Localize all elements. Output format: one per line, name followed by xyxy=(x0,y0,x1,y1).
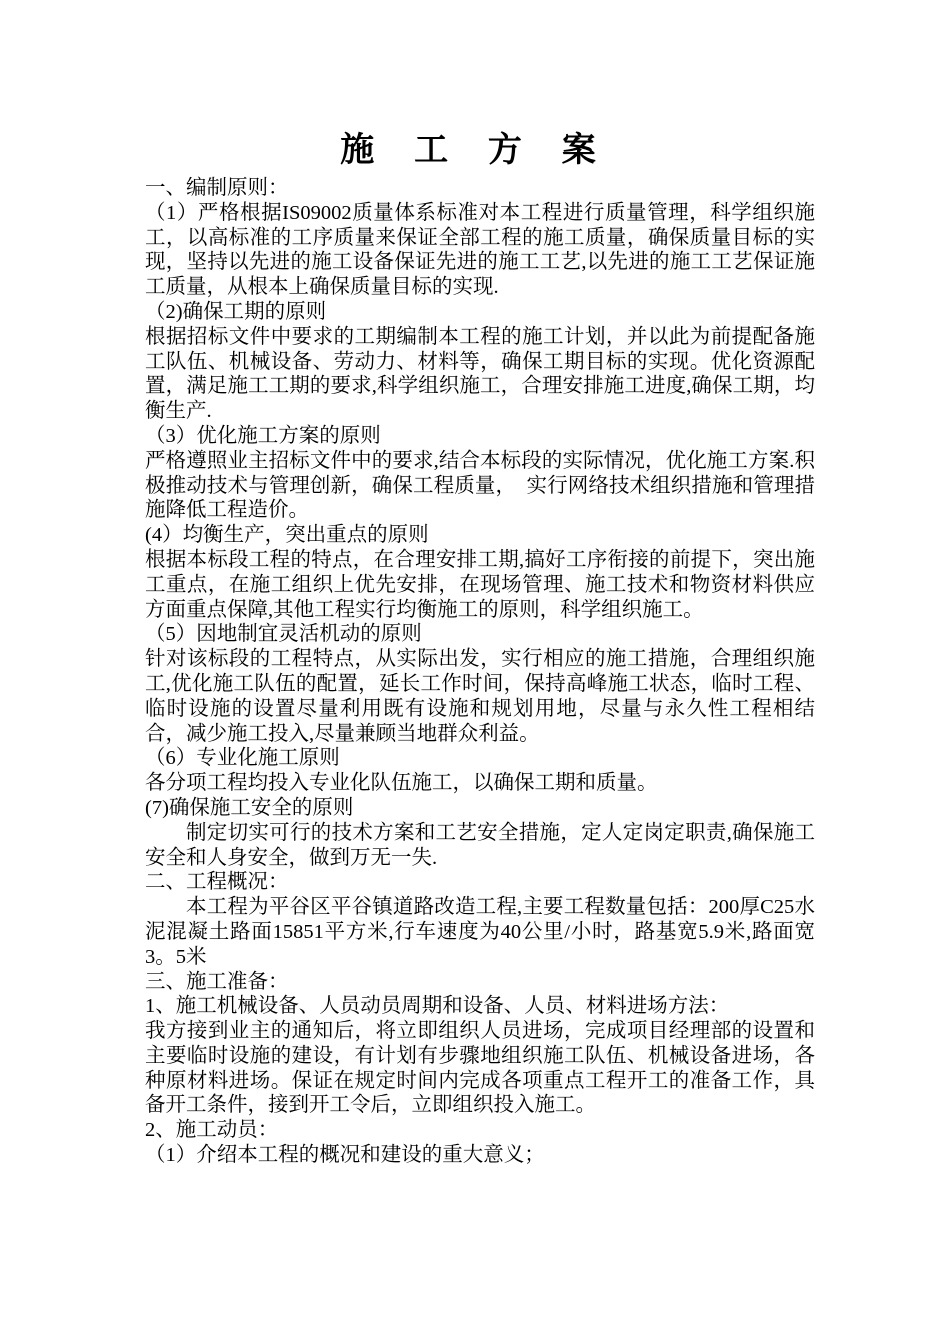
paragraph-preparation-1: 我方接到业主的通知后，将立即组织人员进场，完成项目经理部的设置和主要临时设施的建设，有计划有步骤地组织施工队伍、机械设备进场，各种原材料进场。保证在规定时间内完成各项重点工程开工的准备工作，具备开工条件，接到开工令后，立即组织投入施工。 xyxy=(145,1020,815,1117)
paragraph-principle-6: 各分项工程均投入专业化队伍施工，以确保工期和质量。 xyxy=(145,772,658,795)
heading-section-2: 二、工程概况： xyxy=(145,871,289,894)
paragraph-principle-1: （1）严格根据IS09002质量体系标准对本工程进行质量管理，科学组织施工，以高标准的工序质量来保证全部工程的施工质量，确保质量目标的实现，坚持以先进的施工设备保证先进的施工工艺,以先进的施工工艺保证施工质量，从根本上确保质量目标的实现. xyxy=(145,201,815,299)
paragraph-principle-4: 根据本标段工程的特点，在合理安排工期,搞好工序衔接的前提下，突出施工重点，在施工组织上优先安排，在现场管理、施工技术和物资材料供应方面重点保障,其他工程实行均衡施工的原则，科学组织施工。 xyxy=(145,548,815,621)
paragraph-principle-2: 根据招标文件中要求的工期编制本工程的施工计划，并以此为前提配备施工队伍、机械设备、劳动力、材料等，确保工期目标的实现。优化资源配置，满足施工工期的要求,科学组织施工，合理安排施工进度,确保工期，均衡生产. xyxy=(145,325,815,423)
subheading-preparation-1: 1、施工机械设备、人员动员周期和设备、人员、材料进场方法： xyxy=(145,995,730,1018)
paragraph-principle-3: 严格遵照业主招标文件中的要求,结合本标段的实际情况，优化施工方案.积极推动技术与管理创新，确保工程质量， 实行网络技术组织措施和管理措施降低工程造价。 xyxy=(145,449,815,522)
subheading-principle-2: （2)确保工期的原则 xyxy=(145,300,327,323)
subheading-principle-5: （5）因地制宜灵活机动的原则 xyxy=(145,623,422,646)
paragraph-mobilization-1: （1）介绍本工程的概况和建设的重大意义； xyxy=(145,1144,545,1167)
document-body xyxy=(145,176,815,1168)
heading-section-1: 一、编制原则： xyxy=(145,177,289,199)
document-title: 施 工 方 案 xyxy=(340,130,610,170)
subheading-principle-4: (4）均衡生产，突出重点的原则 xyxy=(145,524,429,547)
subheading-preparation-2: 2、施工动员： xyxy=(145,1119,279,1142)
subheading-principle-3: （3）优化施工方案的原则 xyxy=(145,424,381,447)
heading-section-3: 三、施工准备： xyxy=(145,970,289,993)
subheading-principle-6: （6）专业化施工原则 xyxy=(145,747,340,770)
paragraph-principle-7: 制定切实可行的技术方案和工艺安全措施，定人定岗定职责,确保施工安全和人身安全，做到万无一失. xyxy=(145,821,815,869)
subheading-principle-7: (7)确保施工安全的原则 xyxy=(145,796,354,819)
paragraph-project-overview: 本工程为平谷区平谷镇道路改造工程,主要工程数量包括：200厚C25水泥混凝土路面15851平方米,行车速度为40公里/小时，路基宽5.9米,路面宽3。5米 xyxy=(145,896,815,968)
paragraph-principle-5: 针对该标段的工程特点，从实际出发，实行相应的施工措施，合理组织施工,优化施工队伍的配置，延长工作时间，保持高峰施工状态，临时工程、临时设施的设置尽量利用既有设施和规划用地，尽量与永久性工程相结合，减少施工投入,尽量兼顾当地群众利益。 xyxy=(145,648,815,745)
